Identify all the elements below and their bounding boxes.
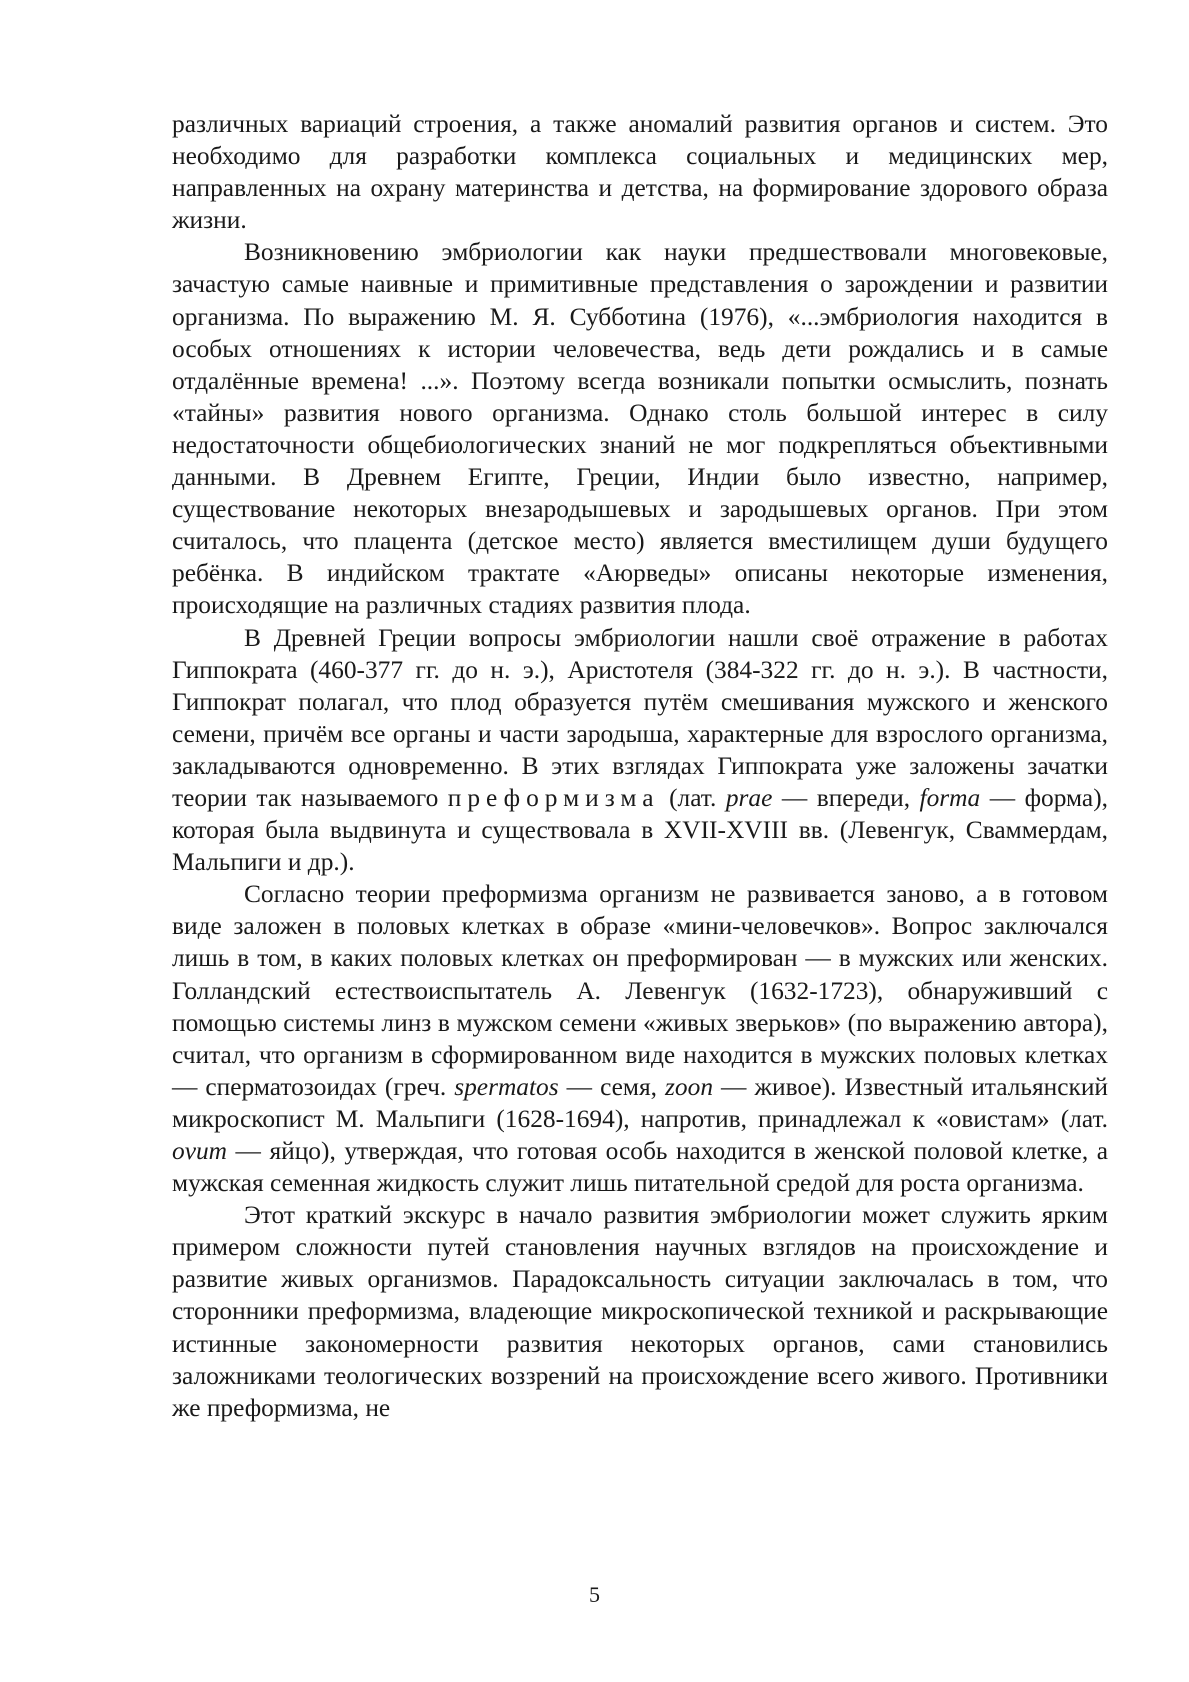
greek-term-zoon: zoon [665,1072,714,1101]
paragraph-3-text-3: — впереди, [781,783,911,812]
paragraph-2: Возникновению эмбриологии как науки предшествовали многовековые, зачастую самые наивные и примитивные представления о зарождении и развитии организма. По выражению М. Я. Субботина (1976), «...эмбриология находится в особых отношениях к истории человечества, ведь дети рождались и в самые отдалённые времена! ...». Поэтому всегда возникали попытки осмыслить, познать «тайны» развития нового организма. Однако столь большой интерес в силу недостаточности общебиологических знаний не мог подкрепляться объективными данными. В Древнем Египте, Греции, Индии было известно, например, существование некоторых внезародышевых и зародышевых органов. При этом считалось, что плацента (детское место) является вместилищем души будущего ребёнка. В индийском трактате «Аюрведы» описаны некоторые изменения, происходящие на различных стадиях развития плода. [172,238,1108,620]
latin-term-forma: forma [919,783,981,812]
paragraph-3-text-1: В Древней Греции вопросы эмбриологии нашли своё отражение в работах Гиппократа (460-377 гг. до н. э.), Аристотеля (384-322 гг. до н. э.). В частности, Гиппократ полагал, что плод образуется путём смешивания мужского и женского семени, причём все органы и части зародыша, характерные для взрослого организма, закладываются одновременно. В этих взглядах Гиппократа уже заложены зачатки теории так называемого [172,623,1108,812]
page-number: 5 [589,1582,600,1607]
paragraph-5: Этот краткий экскурс в начало развития эмбриологии может служить ярким примером сложности путей становления научных взглядов на происхождение и развитие живых организмов. Парадоксальность ситуации заключалась в том, что сторонники преформизма, владеющие микроскопической техникой и раскрывающие истинные закономерности развития некоторых органов, сами становились заложниками теологических воззрений на происхождение всего живого. Противники же преформизма, не [172,1201,1108,1422]
paragraph-4-text-4: — яйцо), утверждая, что готовая особь находится в женской половой клетке, а мужская семенная жидкость служит лишь питательной средой для роста организма. [172,1137,1108,1198]
latin-term-ovum: ovum [172,1137,227,1165]
latin-term-prae: prae [725,783,773,812]
paragraph-4-text-1: Согласно теории преформизма организм не развивается заново, а в готовом виде заложен в половых клетках в образе «мини-человечков». Вопрос заключался лишь в том, в каких половых клетках он преформирован — в мужских или женских. Голландский естествоиспытатель А. Левенгук (1632-1723), обнаруживший с помощью системы линз в мужском семени «живых зверьков» (по выражению автора), считал, что организм в сформированном виде находится в мужских половых клетках — сперматозоидах (греч. [172,880,1108,1101]
paragraph-4-text-3: — живое). Известный итальянский микроскопист М. Мальпиги (1628-1694), напротив, принадлежал к «овистам» (лат. [172,1072,1109,1133]
paragraph-3-text-4: — форма), которая была выдвинута и существовала в XVII-XVIII вв. (Левенгук, Сваммердам, Мальпиги и др.). [172,783,1108,877]
paragraph-1: различных вариаций строения, а также аномалий развития органов и систем. Это необходимо для разработки комплекса социальных и медицинских мер, направленных на охрану материнства и детства, на формирование здорового образа жизни. [172,110,1108,235]
paragraph-4 [172,878,1108,1199]
greek-term-spermatos: spermatos [454,1072,559,1101]
term-preformism: преформизма [447,783,660,812]
paragraph-3-text-2: (лат. [669,783,717,812]
paragraph-4-text-2: — семя, [566,1072,658,1101]
document-body [172,108,1108,1424]
paragraph-3 [172,622,1108,879]
